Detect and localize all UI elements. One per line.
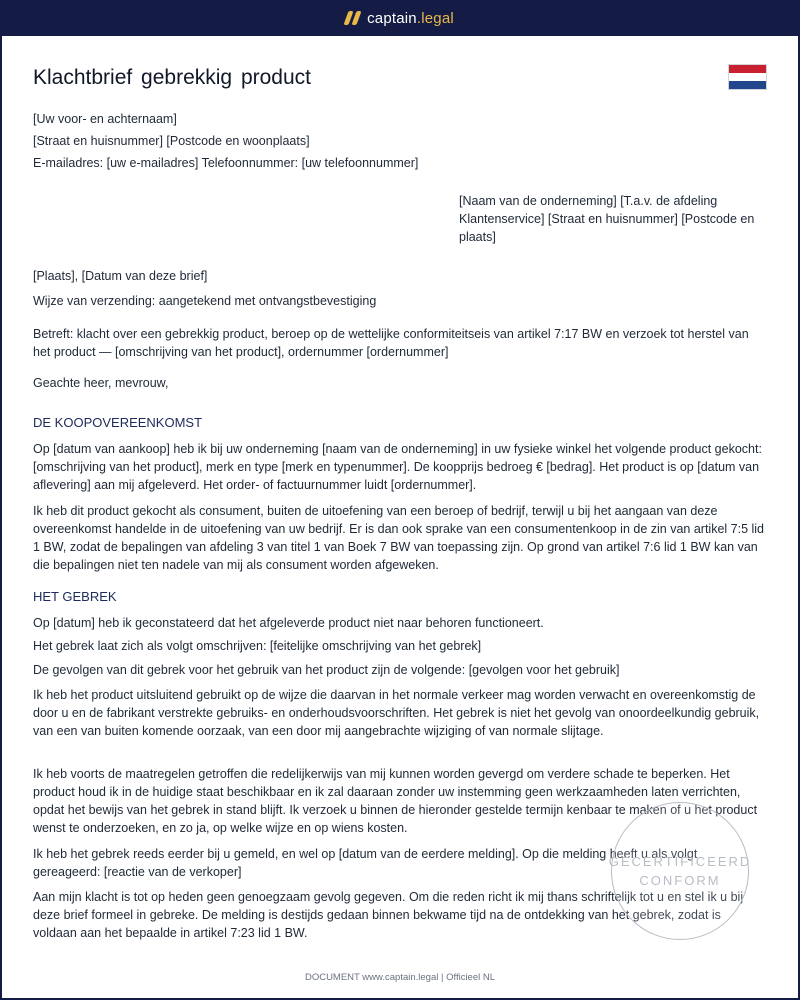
paragraph: Op [datum] heb ik geconstateerd dat het afgeleverde product niet naar behoren functioneert. xyxy=(33,616,544,630)
paragraph: Het gebrek laat zich als volgt omschrijven: [feitelijke omschrijving van het gebrek] xyxy=(33,639,482,653)
recipient-block: [Naam van de onderneming] [T.a.v. de afdeling Klantenservice] [Straat en huisnummer] [Postcode en plaats] xyxy=(459,194,755,244)
paragraph: Ik heb het gebrek reeds eerder bij u gemeld, en wel op [datum van de eerdere melding]. Op die melding heeft u als volgt gereageerd: [reactie van de verkoper] xyxy=(33,847,698,879)
brand-name: captain.legal xyxy=(367,9,454,27)
sender-contact: E-mailadres: [uw e-mailadres] Telefoonnummer: [uw telefoonnummer] xyxy=(33,156,419,170)
stamp-line: CONFORM xyxy=(639,873,721,888)
footer: DOCUMENT www.captain.legal | Officieel NL xyxy=(304,972,496,983)
captain-legal-logo-icon xyxy=(344,11,362,25)
stamp-line: GECERTIFICEERD xyxy=(608,854,752,869)
top-bar xyxy=(0,0,800,36)
subject-line: Betreft: klacht over een gebrekkig product, beroep op de wettelijke conformiteitseis van artikel 7:17 BW en verzoek tot herstel van het product — [omschrijving van het product], ordernummer [ordernummer] xyxy=(33,327,749,359)
certification-stamp xyxy=(608,802,752,940)
section-heading-koopovereenkomst: DE KOOPOVEREENKOMST xyxy=(33,415,203,430)
place-date: [Plaats], [Datum van deze brief] xyxy=(33,269,208,283)
paragraph: Ik heb dit product gekocht als consument, buiten de uitoefening van een beroep of bedrijf, terwijl u bij het aangaan van deze overeenkomst handelde in de uitoefening van uw bedrijf. Er is dan ook sprake van een consumentenkoop in de zin van artikel 7:5 lid 1 BW, zodat de bepalingen van afdeling 3 van titel 1 van Boek 7 BW van toepassing zijn. Op grond van artikel 7:6 lid 1 BW kan van die bepalingen niet ten nadele van mij als consument worden afgeweken. xyxy=(33,504,765,572)
paragraph: De gevolgen van dit gebrek voor het gebruik van het product zijn de volgende: [gevolgen voor het gebruik] xyxy=(33,663,620,677)
paragraph: Ik heb voorts de maatregelen getroffen die redelijkerwijs van mij kunnen worden gevergd om verdere schade te beperken. Het product houd ik in de huidige staat beschikbaar en ik zal daaraan zonder uw instemming geen werkzaamheden laten verrichten, opdat het bewijs van het gebrek in stand blijft. Ik verzoek u binnen de hieronder gestelde termijn kenbaar te maken of u het product wenst te onderzoeken, en zo ja, op welke wijze en op wiens kosten. xyxy=(33,767,758,835)
paragraph: Op [datum van aankoop] heb ik bij uw onderneming [naam van de onderneming] in uw fysieke winkel het volgende product gekocht: [omschrijving van het product], merk en type [merk en typenummer]. De koopprijs bedroeg € [bedrag]. Het product is op [datum van aflevering] aan mij afgeleverd. Het order- of factuurnummer luidt [ordernummer]. xyxy=(33,442,762,492)
sender-address: [Straat en huisnummer] [Postcode en woonplaats] xyxy=(33,134,310,148)
sender-block xyxy=(33,110,533,176)
paragraph: Ik heb het product uitsluitend gebruikt op de wijze die daarvan in het normale verkeer mag worden verwacht en overeenkomstig de door u en de fabrikant verstrekte gebruiks- en onderhoudsvoorschriften. Het gebrek is niet het gevolg van onoordeelkundig gebruik, van een van buiten komende oorzaak, van een door mij aangebrachte wijziging of van normale slijtage. xyxy=(33,688,760,738)
paragraph: Aan mijn klacht is tot op heden geen genoegzaam gevolg gegeven. Om die reden richt ik mij thans schriftelijk tot u en stel ik u bij deze brief formeel in gebreke. De melding is destijds gedaan binnen bekwame tijd na de ontdekking van het gebrek, zodat is voldaan aan het bepaalde in artikel 7:23 lid 1 BW. xyxy=(33,890,744,940)
sender-name: [Uw voor- en achternaam] xyxy=(33,112,177,126)
document-title: Klachtbrief gebrekkig product xyxy=(33,66,311,89)
greeting: Geachte heer, mevrouw, xyxy=(33,376,169,390)
brand[interactable] xyxy=(346,10,454,27)
section-heading-gebrek: HET GEBREK xyxy=(33,589,117,604)
sending-method: Wijze van verzending: aangetekend met ontvangstbevestiging xyxy=(33,294,377,308)
netherlands-flag-icon xyxy=(728,64,767,90)
